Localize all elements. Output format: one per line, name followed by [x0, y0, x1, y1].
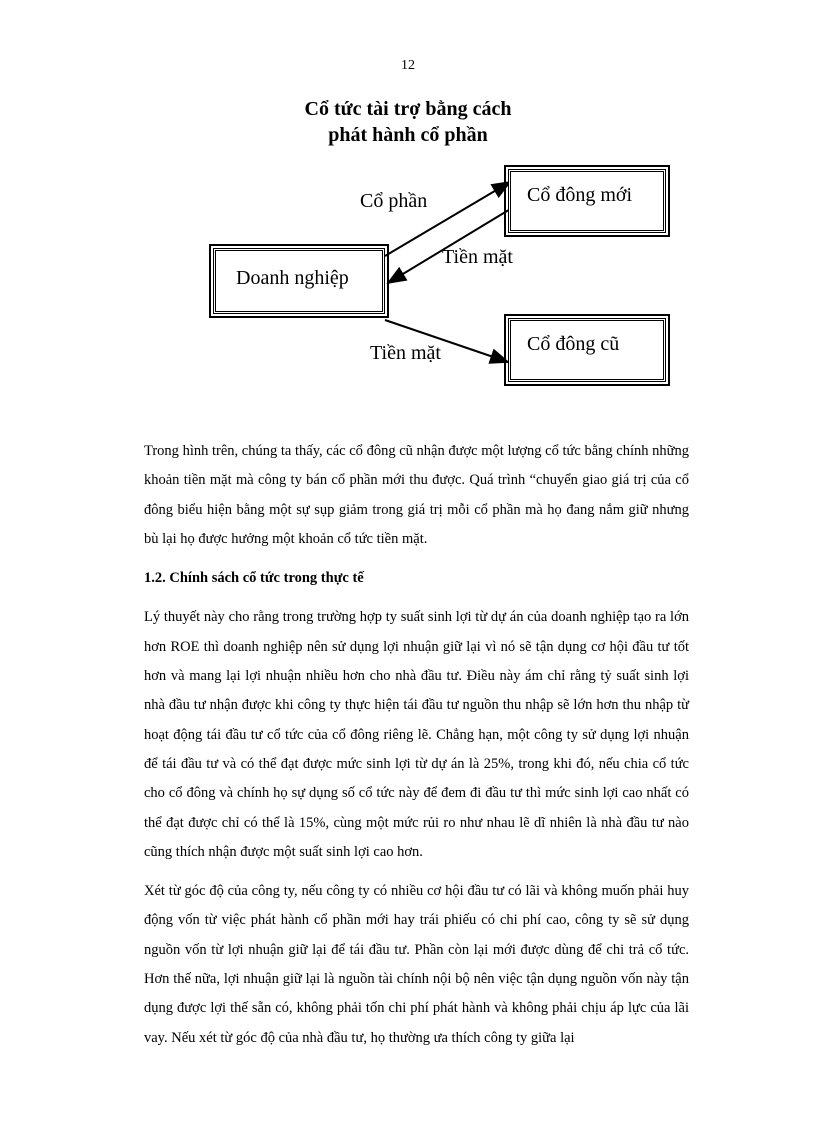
paragraph-3: Xét từ góc độ của công ty, nếu công ty có nhiều cơ hội đầu tư có lãi và không muốn phải huy động vốn từ việc phát hành cổ phần mới hay trái phiếu có chi phí cao, công ty sẽ sử dụng nguồn vốn từ lợi nhuận giữ lại để tái đầu tư. Phần còn lại mới được dùng để chi trả cổ tức. Hơn thế nữa, lợi nhuận giữ lại là nguồn tài chính nội bộ nên việc tận dụng nguồn vốn này tận dụng được lợi thế sẵn có, không phải tốn chi phí phát hành và không phải chịu áp lực của lãi vay. Nếu xét từ góc độ của nhà đầu tư, họ thường ưa thích công ty giữa lại [144, 883, 689, 1046]
shares-arrow-label: Cổ phần [360, 190, 428, 212]
new-shareholders-box [508, 169, 666, 233]
body-text [144, 437, 689, 1063]
paragraph-2: Lý thuyết này cho rằng trong trường hợp ty suất sinh lợi từ dự án của doanh nghiệp tạo ra lớn hơn ROE thì doanh nghiệp nên sử dụng lợi nhuận giữ lại vì nó sẽ tận dụng cơ hội đầu tư tốt hơn và mang lại lợi nhuận nhiều hơn cho nhà đầu tư. Điều này ám chỉ rằng tỷ suất sinh lợi nhà đầu tư nhận được khi công ty thực hiện tái đầu tư nguồn thu nhập sẽ lớn hơn thu nhập từ hoạt động tái đầu tư cổ tức của cổ đông riêng lẽ. Chẳng hạn, một công ty sử dụng lợi nhuận để tái đầu tư và có thể đạt được mức sinh lợi từ dự án là 25%, trong khi đó, nếu chia cổ tức cho cổ đông và chính họ sự dụng số cổ tức này để đem đi đầu tư thì mức sinh lợi cao nhất có thể đạt được chỉ có thể là 15%, cùng một mức rủi ro như nhau lẽ dĩ nhiên là nhà đầu tư nào cũng thích nhận được một suất sinh lợi cao hơn. [144, 609, 689, 860]
cash-out-arrow-label: Tiền mặt [370, 342, 441, 364]
figure-title-line-1: Cổ tức tài trợ bằng cách [304, 98, 512, 120]
figure-title-line-2: phát hành cổ phần [328, 124, 488, 146]
old-shareholders-label: Cổ đông cũ [527, 333, 620, 355]
company-label: Doanh nghiệp [236, 267, 349, 289]
company-box [213, 248, 385, 314]
page-number: 12 [401, 58, 415, 73]
cash-in-arrow-label: Tiền mặt [442, 246, 513, 268]
paragraph-1: Trong hình trên, chúng ta thấy, các cổ đông cũ nhận được một lượng cổ tức bằng chính những khoản tiền mặt mà công ty bán cổ phần mới thu được. Quá trình “chuyển giao giá trị của cổ đông biểu hiện bằng một sự sụp giảm trong giá trị mỗi cổ phần mà họ đang nắm giữ nhưng bù lại họ được hưởng một khoản cổ tức tiền mặt. [144, 443, 689, 547]
section-heading: 1.2. Chính sách cổ tức trong thực tế [144, 570, 364, 587]
old-shareholders-box [508, 318, 666, 382]
new-shareholders-label: Cổ đông mới [527, 184, 633, 206]
